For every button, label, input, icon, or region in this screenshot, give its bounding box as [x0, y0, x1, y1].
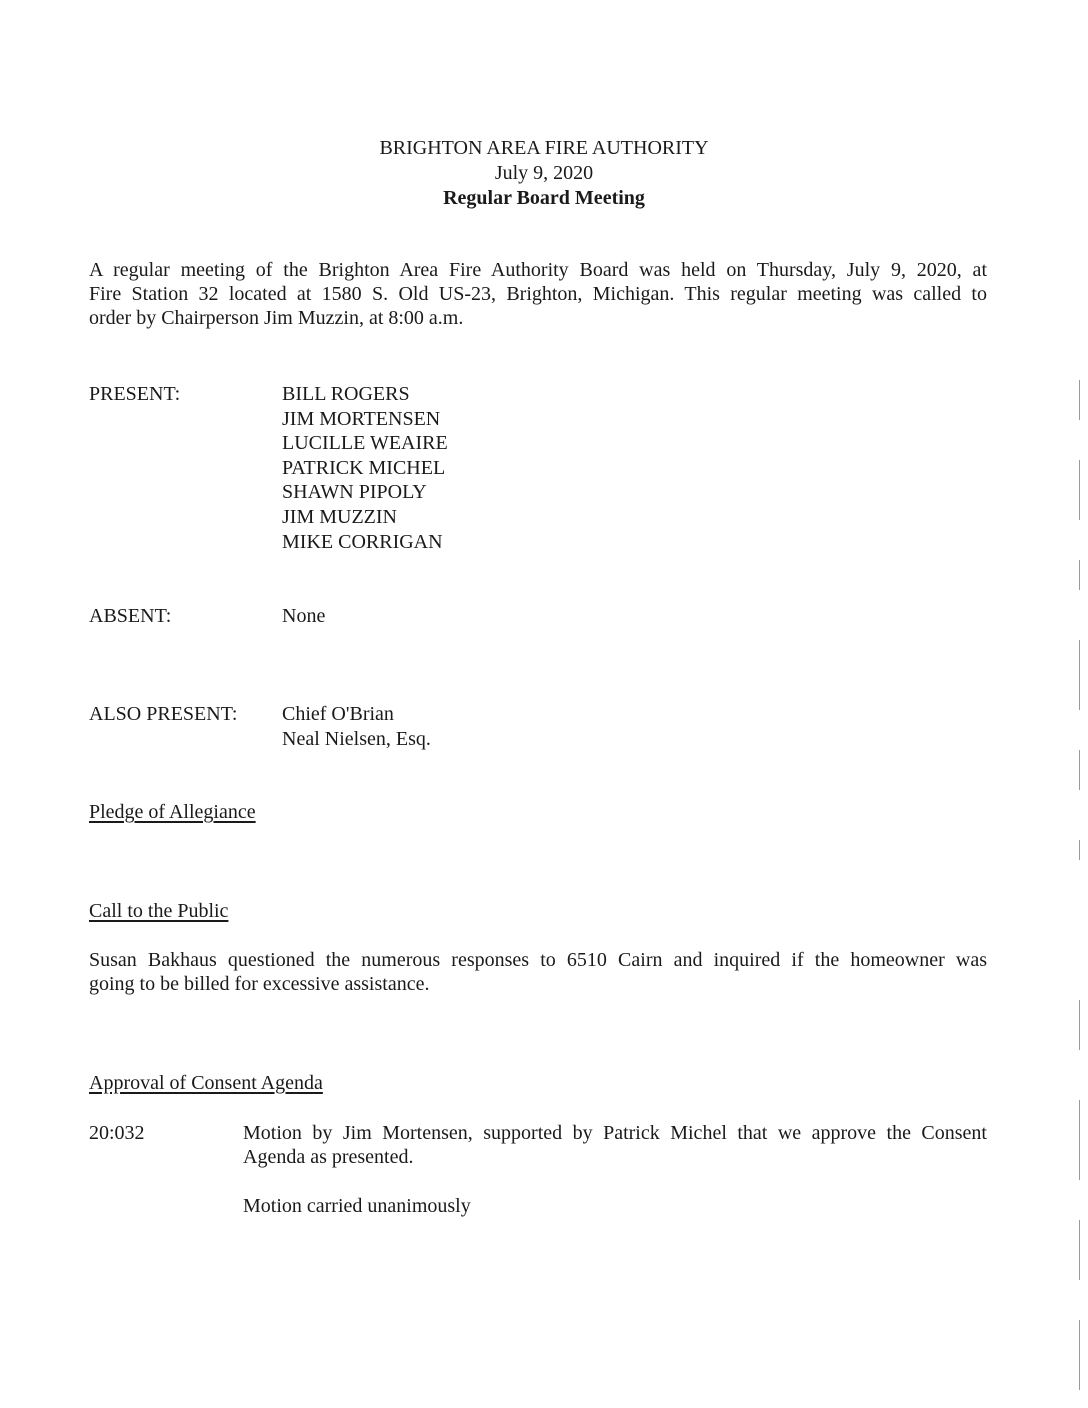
absent-value: None: [282, 605, 326, 627]
call-to-public-line: going to be billed for excessive assistance.: [89, 973, 430, 995]
present-list: [282, 382, 448, 554]
intro-line: Fire Station 32 located at 1580 S. Old US-23, Brighton, Michigan. This regular meeting was called to: [89, 283, 987, 305]
present-member: LUCILLE WEAIRE: [282, 432, 448, 455]
organization-title: BRIGHTON AREA FIRE AUTHORITY: [379, 137, 709, 159]
motion-text: [243, 1121, 987, 1169]
pledge-heading: Pledge of Allegiance: [89, 801, 256, 823]
document-header: [0, 136, 1088, 211]
present-label: PRESENT:: [89, 383, 181, 405]
present-member: JIM MUZZIN: [282, 505, 397, 528]
intro-line: A regular meeting of the Brighton Area Fire Authority Board was held on Thursday, July 9, 2020, at: [89, 259, 987, 281]
present-member: MIKE CORRIGAN: [282, 530, 443, 553]
intro-paragraph: [89, 258, 987, 330]
motion-line: Agenda as presented.: [243, 1146, 414, 1168]
call-to-public-heading: Call to the Public: [89, 900, 229, 922]
motion-number: 20:032: [89, 1122, 145, 1144]
scan-margin-marks: [1079, 380, 1081, 1400]
present-member: SHAWN PIPOLY: [282, 481, 427, 504]
present-member: JIM MORTENSEN: [282, 407, 441, 430]
intro-line: order by Chairperson Jim Muzzin, at 8:00 a.m.: [89, 307, 464, 329]
also-present-person: Chief O'Brian: [282, 703, 394, 725]
present-member: PATRICK MICHEL: [282, 456, 446, 479]
present-member: BILL ROGERS: [282, 383, 410, 405]
consent-agenda-heading: Approval of Consent Agenda: [89, 1072, 323, 1094]
also-present-label: ALSO PRESENT:: [89, 703, 238, 725]
call-to-public-text: [89, 948, 987, 996]
motion-result: Motion carried unanimously: [243, 1195, 471, 1217]
absent-label: ABSENT:: [89, 605, 172, 627]
also-present-list: [282, 702, 431, 751]
motion-line: Motion by Jim Mortensen, supported by Patrick Michel that we approve the Consent: [243, 1122, 987, 1144]
call-to-public-line: Susan Bakhaus questioned the numerous responses to 6510 Cairn and inquired if the homeowner was: [89, 949, 987, 971]
meeting-date: July 9, 2020: [494, 162, 594, 184]
meeting-type: Regular Board Meeting: [443, 187, 645, 209]
also-present-person: Neal Nielsen, Esq.: [282, 727, 431, 750]
